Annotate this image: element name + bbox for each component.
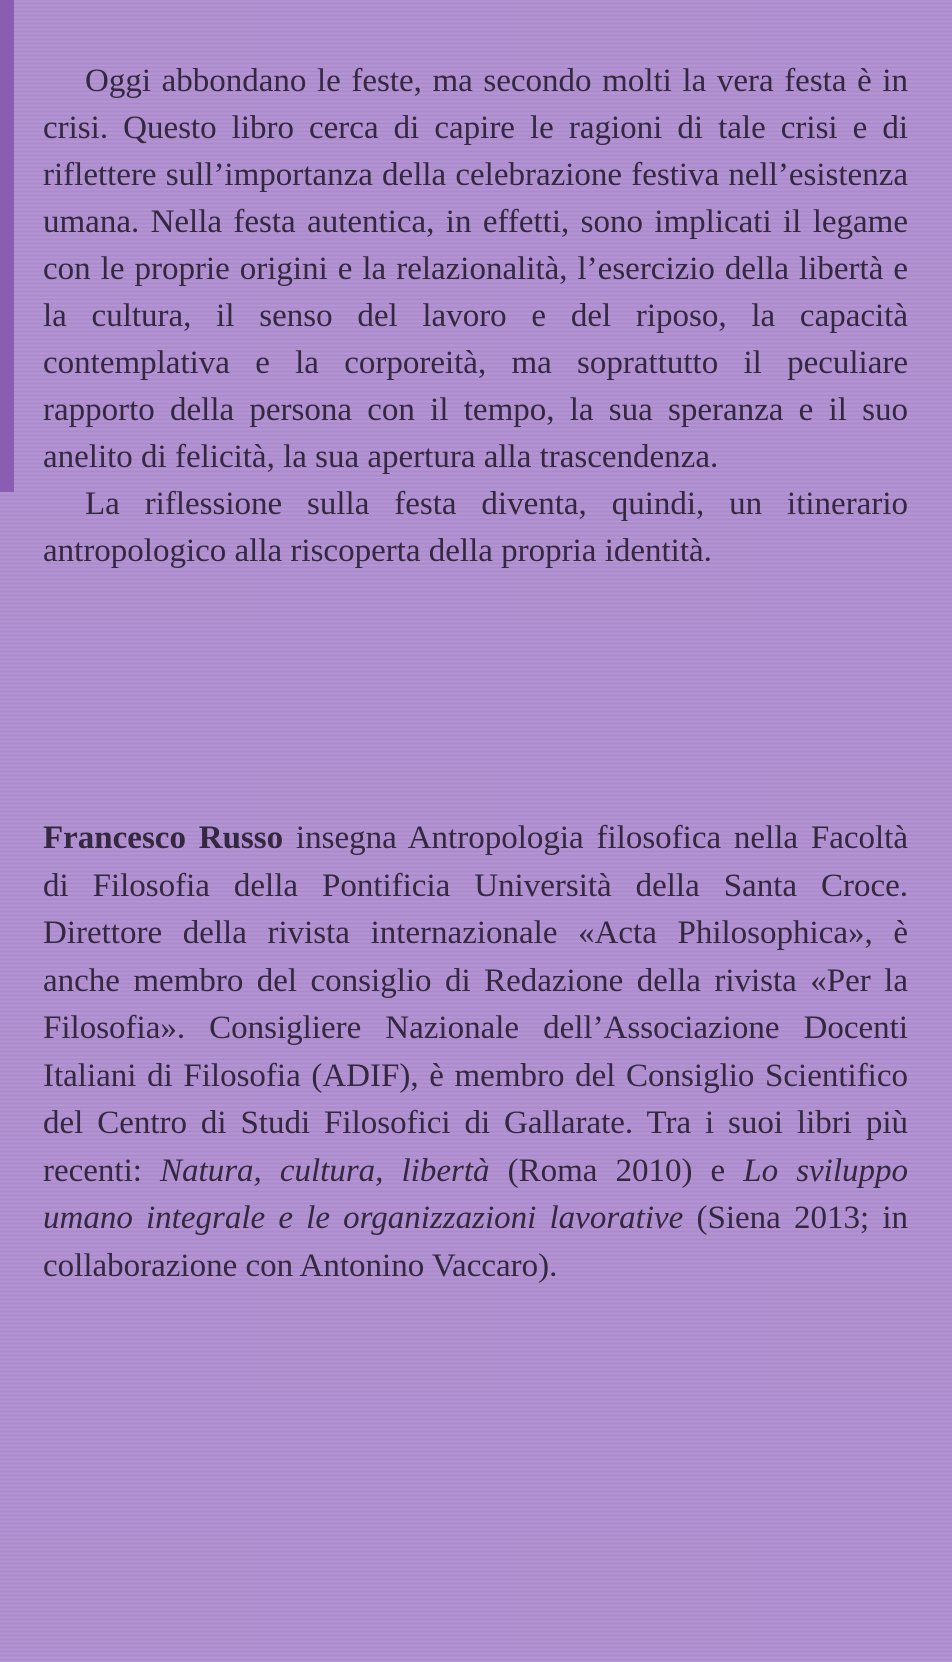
bio-text-1: insegna Antropologia filosofica nella Facoltà di Filosofia della Pontificia Università della Santa Croce. Direttore della rivista internazionale «Acta Philosophica», è anche membro del consiglio di Redazione della rivista «Per la Filosofia». Consigliere Nazionale dell’Associazione Docenti Italiani di Filosofia (ADIF), è membro del Consiglio Scientifico del Centro di Studi Filosofici di Gallarate. Tra i suoi libri più recenti: [43, 820, 909, 1189]
book-title-1: Natura, cultura, libertà [160, 1152, 490, 1189]
author-bio [43, 815, 908, 1290]
bio-text-3: (Siena 2013; in collaborazione con Antonino Vaccaro). [43, 1200, 908, 1284]
author-name: Francesco Russo [43, 820, 284, 856]
back-cover-text [43, 58, 908, 1290]
description-paragraph-2: La riflessione sulla festa diventa, quindi, un itinerario antropologico alla riscoperta della propria identità. [43, 486, 908, 569]
cover-edge-bar [0, 0, 14, 492]
book-title-2: Lo sviluppo umano integrale e le organizzazioni lavorative [43, 1152, 909, 1236]
bio-text-2: (Roma 2010) e [489, 1152, 744, 1189]
description-paragraph-1: Oggi abbondano le feste, ma secondo molti la vera festa è in crisi. Questo libro cerca di capire le ragioni di tale crisi e di riflettere sull’importanza della celebrazione festiva nell’esistenza umana. Nella festa autentica, in effetti, sono implicati il legame con le proprie origini e la relazionalità, l’esercizio della libertà e la cultura, il senso del lavoro e del riposo, la capacità contemplativa e la corporeità, ma soprattutto il peculiare rapporto della persona con il tempo, la sua speranza e il suo anelito di felicità, la sua apertura alla trascendenza. [43, 63, 908, 475]
